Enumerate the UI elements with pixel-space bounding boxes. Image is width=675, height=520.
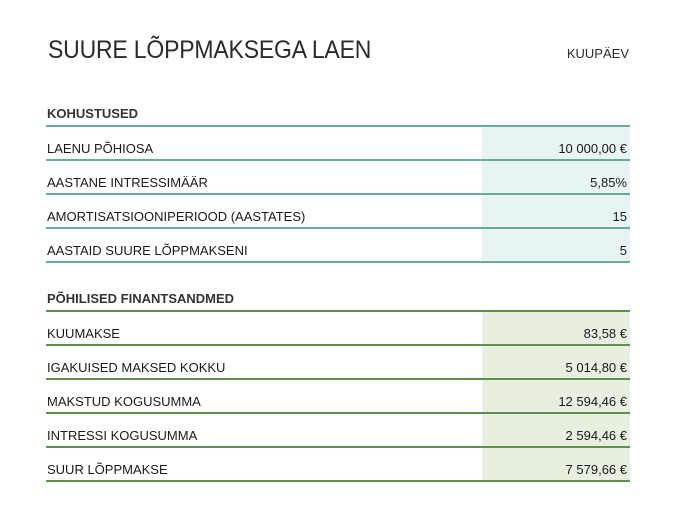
row-label: SUUR LÕPPMAKSE: [47, 462, 168, 477]
table-row: [46, 127, 630, 161]
value-cell[interactable]: [482, 380, 630, 412]
row-value: 5,85%: [590, 175, 627, 190]
row-value: 83,58 €: [583, 326, 627, 341]
table-row: [46, 346, 630, 380]
row-value: 15: [612, 209, 627, 224]
row-label: AASTAID SUURE LÕPPMAKSENI: [47, 243, 248, 258]
financials-section: [46, 288, 630, 482]
row-label: MAKSTUD KOGUSUMMA: [47, 394, 201, 409]
row-label: INTRESSI KOGUSUMMA: [47, 428, 198, 443]
row-value: 12 594,46 €: [558, 394, 627, 409]
row-value: 10 000,00 €: [558, 141, 627, 156]
row-label: AMORTISATSIOONIPERIOOD (AASTATES): [47, 209, 306, 224]
row-value: 2 594,46 €: [565, 428, 627, 443]
obligations-heading: KOHUSTUSED: [46, 103, 630, 127]
value-cell[interactable]: [482, 127, 630, 159]
table-row: [46, 312, 630, 346]
financials-heading: PÕHILISED FINANTSANDMED: [46, 288, 630, 312]
table-row: [46, 161, 630, 195]
row-label: AASTANE INTRESSIMÄÄR: [47, 175, 208, 190]
date-label[interactable]: KUUPÄEV: [566, 46, 629, 61]
value-cell[interactable]: [482, 346, 630, 378]
value-cell[interactable]: [482, 414, 630, 446]
value-cell[interactable]: [482, 161, 630, 193]
table-row: [46, 195, 630, 229]
value-cell[interactable]: [482, 448, 630, 480]
row-value: 5 014,80 €: [565, 360, 627, 375]
value-cell[interactable]: [482, 229, 630, 261]
value-cell[interactable]: [482, 195, 630, 227]
table-row: [46, 414, 630, 448]
table-row: [46, 229, 630, 263]
row-label: IGAKUISED MAKSED KOKKU: [47, 360, 226, 375]
page-title: SUURE LÕPPMAKSEGA LAEN: [48, 36, 372, 64]
obligations-section: [46, 103, 630, 263]
row-label: KUUMAKSE: [47, 326, 120, 341]
table-row: [46, 380, 630, 414]
table-row: [46, 448, 630, 482]
row-value: 5: [619, 243, 627, 258]
row-value: 7 579,66 €: [565, 462, 627, 477]
row-label: LAENU PÕHIOSA: [47, 141, 154, 156]
value-cell[interactable]: [482, 312, 630, 344]
